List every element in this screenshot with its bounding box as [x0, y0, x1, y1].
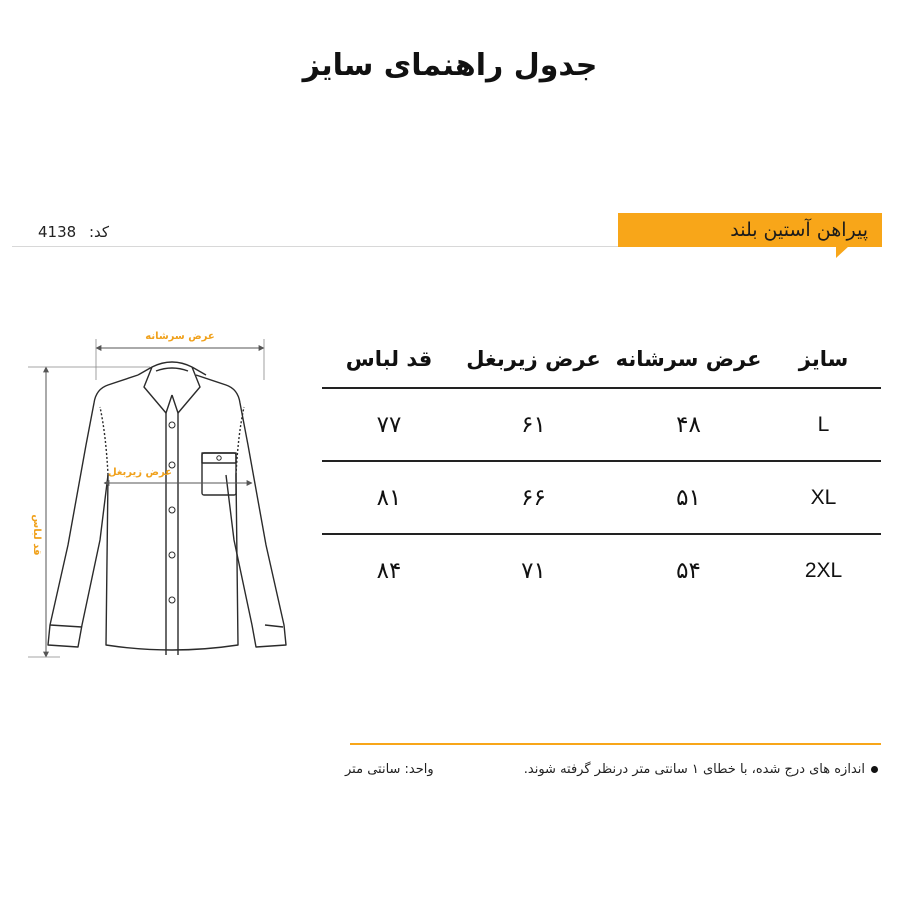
header-divider — [12, 246, 620, 247]
cell-size: 2XL — [804, 559, 843, 582]
header-shoulder-width: عرض سرشانه — [611, 330, 766, 388]
length-label: قد لباس — [31, 514, 42, 556]
cell-length: ۷۷ — [322, 388, 456, 461]
cell-length: ۸۱ — [322, 461, 456, 534]
shoulder-width-label: عرض سرشانه — [145, 331, 215, 342]
shirt-diagram-icon — [20, 325, 290, 670]
header-size: سایز — [766, 330, 881, 388]
cell-shoulder-width: ۴۸ — [611, 388, 766, 461]
product-name-banner — [618, 213, 882, 247]
cell-shoulder-width: ۵۱ — [611, 461, 766, 534]
header-length: قد لباس — [322, 330, 456, 388]
table-header-row — [322, 330, 881, 388]
armpit-width-label: عرض زیربغل — [107, 467, 173, 478]
table-row — [322, 388, 881, 461]
cell-size: L — [766, 388, 881, 461]
cell-armpit-width: ۶۶ — [456, 461, 611, 534]
product-code-value: 4138 — [38, 223, 77, 241]
product-name: پیراهن آستین بلند — [730, 219, 868, 241]
cell-size: XL — [766, 461, 881, 534]
cell-shoulder-width: ۵۴ — [676, 558, 701, 584]
header-armpit-width: عرض زیربغل — [456, 330, 611, 388]
cell-armpit-width: ۶۱ — [456, 388, 611, 461]
banner-tail-decoration — [836, 246, 849, 258]
footer-divider — [350, 743, 881, 745]
bullet-icon — [871, 766, 878, 773]
table-row — [322, 534, 881, 607]
table-row — [322, 461, 881, 534]
cell-length: ۸۴ — [376, 558, 402, 584]
page-title: جدول راهنمای سایز — [302, 48, 598, 83]
footer-note — [524, 762, 878, 777]
product-code-label: کد: — [88, 223, 110, 241]
footer-note-text: اندازه های درج شده، با خطای ۱ سانتی متر درنظر گرفته شوند. — [523, 762, 865, 777]
product-code — [38, 223, 109, 241]
footer-unit: واحد: سانتی متر — [345, 762, 434, 777]
size-table — [322, 330, 881, 607]
cell-armpit-width: ۷۱ — [521, 558, 546, 584]
